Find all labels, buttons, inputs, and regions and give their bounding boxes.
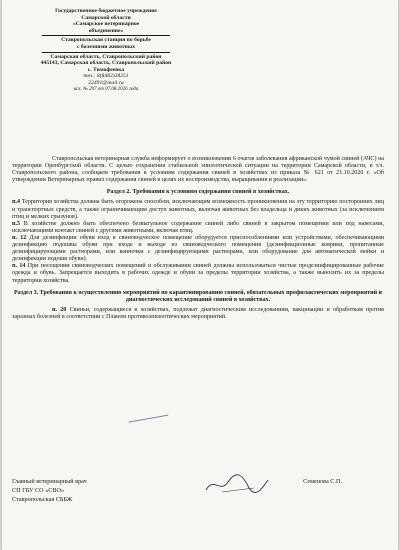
letterhead-divider: [42, 52, 170, 53]
signer-organization: СП ГБУ СО «СВО»: [12, 487, 65, 494]
letterhead-line: Ставропольская станция по борьбе: [61, 37, 151, 44]
item-text: Для дезинфекции обуви вход в свиноводческое помещение оборудуется приспособлениями или устройствами, обеспечивающими дезинфекцию подошвы обуви при входе и выходе из свиноводческого помещения (дезинфекционные коврики, пропитанные дезинфицирующими растворами, или ванночки с дезинфицирующими растворами, или оборудование для автоматической мойки и дезинфекции подошв обуви).: [12, 234, 385, 263]
item-number: п.4: [12, 199, 21, 206]
requirement-item: [12, 307, 384, 321]
item-text: В хозяйстве должно быть обеспечено безвыгульное содержание свиней либо свиней в закрытом помещении или под навесами, исключающими контакт свиней с другими животными, включая птиц.: [12, 220, 384, 234]
letterhead-line: Государственное бюджетное учреждение: [55, 8, 157, 14]
stamp-trace: [129, 415, 172, 441]
letterhead-line: объединение»: [88, 27, 124, 34]
requirement-item: [12, 263, 384, 284]
section-3-title: Раздел 3. Требования к осуществлению мероприятий по карантинированию свиней, обязательных профилактических мероприятий и диагностических исследований свиней в хозяйствах.: [13, 289, 383, 303]
item-number: п. 20: [52, 306, 67, 313]
letterhead-line: Самарской области: [81, 14, 131, 21]
requirement-item: [12, 221, 384, 235]
requirement-item: [12, 235, 384, 263]
outgoing-number: исх. № 297 от 07.08.2026 года: [73, 86, 139, 92]
letter-body: [12, 156, 384, 321]
signer-station: Ставропольская СББЖ: [12, 496, 73, 503]
item-text: Территория хозяйства должна быть огорожена способом, исключающим возможность проникновения на эту территорию посторонних лиц и транспортных средств, а также ограничивающим доступ животных, включая животных без владельца и диких животных (за исключением птиц и мелких грызунов).: [12, 199, 385, 220]
item-number: п.5: [12, 220, 21, 227]
letterhead-address: Самарская область, Ставропольский район: [50, 53, 162, 60]
letterhead: [36, 8, 176, 93]
item-number: п. 14: [12, 263, 26, 270]
item-text: Свиньи, содержащиеся в хозяйствах, подлежат диагностическим исследованиям, вакцинации и обработкам против заразных болезней в соответствии с Планом противоэпизоотических мероприятий.: [12, 306, 384, 320]
section-2-title: Раздел 2. Требования к условиям содержания свиней в хозяйствах.: [106, 189, 290, 196]
signature-block: [12, 477, 384, 504]
letterhead-line: «Самарское ветеринарное: [72, 21, 140, 28]
intro-paragraph: Ставропольская ветеринарная служба информирует о возникновении 6 очагов заболевания африканской чумой свиней (АЧС) на территории Оренбургской области. С целью сохранения стабильной эпизоотической ситуации на территории Самарской области, в т.ч. Ставропольского района, сообщаем требования к условиям содержания свиней в хозяйствах из приказа № 621 от 21.10.2020 г. «Об утверждении Ветеринарных правил содержания свиней в целях их воспроизводства, выращивания и реализации».: [12, 156, 384, 184]
letterhead-address: с. Тимофеевка: [87, 66, 125, 73]
requirement-item: [12, 199, 384, 220]
signer-name: Семенова С.П.: [303, 478, 342, 485]
document-page: [2, 0, 398, 550]
letterhead-email: 22491@mail.ru: [88, 79, 124, 86]
letterhead-address: 445143, Самарская область, Ставропольский район: [40, 60, 172, 67]
item-text: При посещении свиноводческих помещений и обслуживании свиней должны использоваться чистые продезинфицированные рабочие одежда и обувь. Запрещается выходить в рабочих одежде и обуви за пределы территории хозяйства, а также выносить их за пределы территории хозяйства.: [12, 263, 384, 284]
item-number: п. 12: [12, 234, 27, 241]
letterhead-phone: тел.: 8(8482)28251: [83, 73, 129, 80]
signer-title: Главный ветеринарный врач: [12, 478, 87, 485]
letterhead-line: с болезнями животных: [77, 43, 135, 50]
